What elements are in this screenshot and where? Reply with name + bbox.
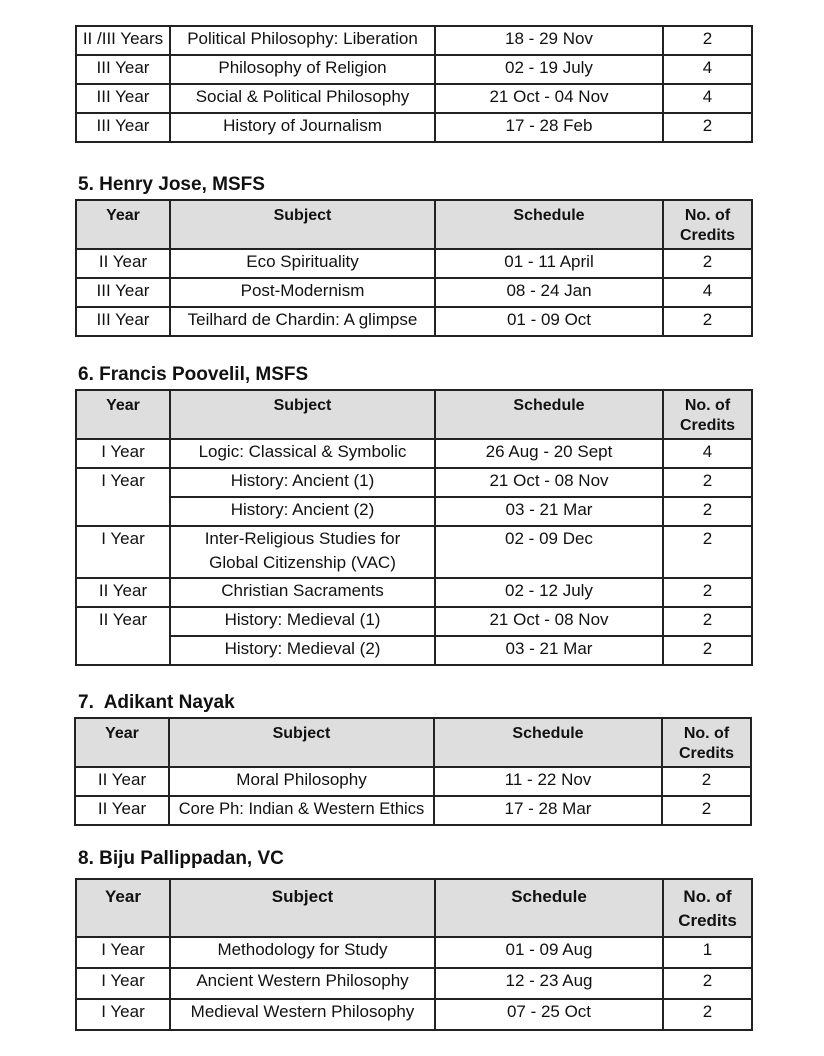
subject-cell: History: Ancient (1) — [170, 468, 435, 497]
table-row — [75, 767, 751, 796]
year-cell: III Year — [76, 278, 170, 307]
schedule-cell: 01 - 09 Oct — [435, 307, 663, 336]
table-row — [76, 26, 752, 55]
table-row — [76, 999, 752, 1030]
credits-cell: 4 — [663, 55, 752, 84]
subject-cell: History: Ancient (2) — [170, 497, 435, 526]
table-row — [76, 526, 752, 578]
schedule-cell: 01 - 11 April — [435, 249, 663, 278]
course-table-francis-poovelil — [75, 389, 753, 666]
credits-cell: 2 — [663, 526, 752, 578]
year-cell: I Year — [76, 526, 170, 578]
course-table-adikant-nayak — [74, 717, 752, 826]
schedule-header: Schedule — [435, 879, 663, 937]
credits-cell: 2 — [663, 468, 752, 497]
table-row — [76, 55, 752, 84]
table-row — [76, 278, 752, 307]
subject-cell: Core Ph: Indian & Western Ethics — [169, 796, 434, 825]
table-row — [76, 636, 752, 665]
credits-cell: 1 — [663, 937, 752, 968]
year-header: Year — [76, 390, 170, 439]
year-cell: I Year — [76, 439, 170, 468]
year-cell: I Year — [76, 937, 170, 968]
table-row — [76, 578, 752, 607]
subject-cell: Methodology for Study — [170, 937, 435, 968]
credits-cell: 4 — [663, 439, 752, 468]
schedule-cell: 08 - 24 Jan — [435, 278, 663, 307]
table-header-row — [75, 718, 751, 767]
subject-cell: History of Journalism — [170, 113, 435, 142]
subject-cell: Ancient Western Philosophy — [170, 968, 435, 999]
schedule-cell: 02 - 12 July — [435, 578, 663, 607]
schedule-header: Schedule — [435, 390, 663, 439]
table-header-row — [76, 390, 752, 439]
section-heading-biju-pallippadan: 8. Biju Pallippadan, VC — [78, 848, 284, 869]
table-row — [76, 968, 752, 999]
credits-cell: 2 — [663, 636, 752, 665]
subject-cell: Political Philosophy: Liberation — [170, 26, 435, 55]
credits-header: No. of Credits — [662, 718, 751, 767]
subject-cell: Eco Spirituality — [170, 249, 435, 278]
year-header: Year — [76, 200, 170, 249]
schedule-header: Schedule — [434, 718, 662, 767]
subject-header: Subject — [169, 718, 434, 767]
subject-header: Subject — [170, 390, 435, 439]
section-heading-francis-poovelil: 6. Francis Poovelil, MSFS — [78, 364, 309, 385]
subject-cell: Moral Philosophy — [169, 767, 434, 796]
credits-header: No. of Credits — [663, 390, 752, 439]
credits-cell: 2 — [663, 26, 752, 55]
section-heading-henry-jose: 5. Henry Jose, MSFS — [78, 174, 265, 195]
subject-cell: Post-Modernism — [170, 278, 435, 307]
year-cell — [76, 636, 170, 665]
year-cell: III Year — [76, 84, 170, 113]
schedule-cell: 03 - 21 Mar — [435, 497, 663, 526]
subject-cell: History: Medieval (1) — [170, 607, 435, 636]
credits-cell: 2 — [663, 497, 752, 526]
subject-cell: Social & Political Philosophy — [170, 84, 435, 113]
schedule-cell: 18 - 29 Nov — [435, 26, 663, 55]
subject-cell: Teilhard de Chardin: A glimpse — [170, 307, 435, 336]
year-header: Year — [76, 879, 170, 937]
schedule-cell: 01 - 09 Aug — [435, 937, 663, 968]
schedule-cell: 03 - 21 Mar — [435, 636, 663, 665]
subject-cell: Inter-Religious Studies for Global Citizenship (VAC) — [170, 526, 435, 578]
table-row — [76, 468, 752, 497]
table-row — [76, 84, 752, 113]
section-heading-adikant-nayak: 7. Adikant Nayak — [78, 692, 235, 713]
schedule-cell: 17 - 28 Feb — [435, 113, 663, 142]
credits-cell: 2 — [663, 249, 752, 278]
subject-cell: Philosophy of Religion — [170, 55, 435, 84]
credits-cell: 2 — [663, 307, 752, 336]
year-cell: III Year — [76, 113, 170, 142]
table-row — [76, 937, 752, 968]
credits-header: No. of Credits — [663, 200, 752, 249]
credits-cell: 2 — [663, 607, 752, 636]
schedule-cell: 26 Aug - 20 Sept — [435, 439, 663, 468]
schedule-cell: 07 - 25 Oct — [435, 999, 663, 1030]
year-cell: II Year — [76, 578, 170, 607]
year-cell: II /III Years — [76, 26, 170, 55]
schedule-cell: 17 - 28 Mar — [434, 796, 662, 825]
schedule-cell: 02 - 19 July — [435, 55, 663, 84]
subject-cell: Christian Sacraments — [170, 578, 435, 607]
table-row — [76, 113, 752, 142]
credits-cell: 2 — [662, 767, 751, 796]
table-row — [76, 439, 752, 468]
credits-cell: 2 — [663, 968, 752, 999]
credits-cell: 2 — [662, 796, 751, 825]
year-cell: I Year — [76, 468, 170, 497]
schedule-cell: 21 Oct - 08 Nov — [435, 468, 663, 497]
course-table-continued — [75, 25, 753, 143]
year-cell: II Year — [76, 607, 170, 636]
table-header-row — [76, 200, 752, 249]
credits-header: No. of Credits — [663, 879, 752, 937]
credits-cell: 4 — [663, 278, 752, 307]
year-cell: I Year — [76, 968, 170, 999]
subject-cell: History: Medieval (2) — [170, 636, 435, 665]
schedule-header: Schedule — [435, 200, 663, 249]
credits-cell: 2 — [663, 113, 752, 142]
year-cell: II Year — [75, 796, 169, 825]
year-cell: I Year — [76, 999, 170, 1030]
table-row — [75, 796, 751, 825]
table-row — [76, 249, 752, 278]
year-cell: III Year — [76, 55, 170, 84]
table-row — [76, 497, 752, 526]
year-cell: II Year — [76, 249, 170, 278]
year-cell — [76, 497, 170, 526]
table-row — [76, 607, 752, 636]
year-cell: III Year — [76, 307, 170, 336]
schedule-cell: 12 - 23 Aug — [435, 968, 663, 999]
credits-cell: 2 — [663, 578, 752, 607]
schedule-cell: 21 Oct - 08 Nov — [435, 607, 663, 636]
subject-header: Subject — [170, 200, 435, 249]
course-table-biju-pallippadan — [75, 878, 753, 1031]
course-table-henry-jose — [75, 199, 753, 337]
year-header: Year — [75, 718, 169, 767]
subject-header: Subject — [170, 879, 435, 937]
schedule-cell: 11 - 22 Nov — [434, 767, 662, 796]
table-header-row — [76, 879, 752, 937]
credits-cell: 2 — [663, 999, 752, 1030]
year-cell: II Year — [75, 767, 169, 796]
subject-cell: Logic: Classical & Symbolic — [170, 439, 435, 468]
subject-cell: Medieval Western Philosophy — [170, 999, 435, 1030]
table-row — [76, 307, 752, 336]
schedule-cell: 02 - 09 Dec — [435, 526, 663, 578]
credits-cell: 4 — [663, 84, 752, 113]
schedule-cell: 21 Oct - 04 Nov — [435, 84, 663, 113]
